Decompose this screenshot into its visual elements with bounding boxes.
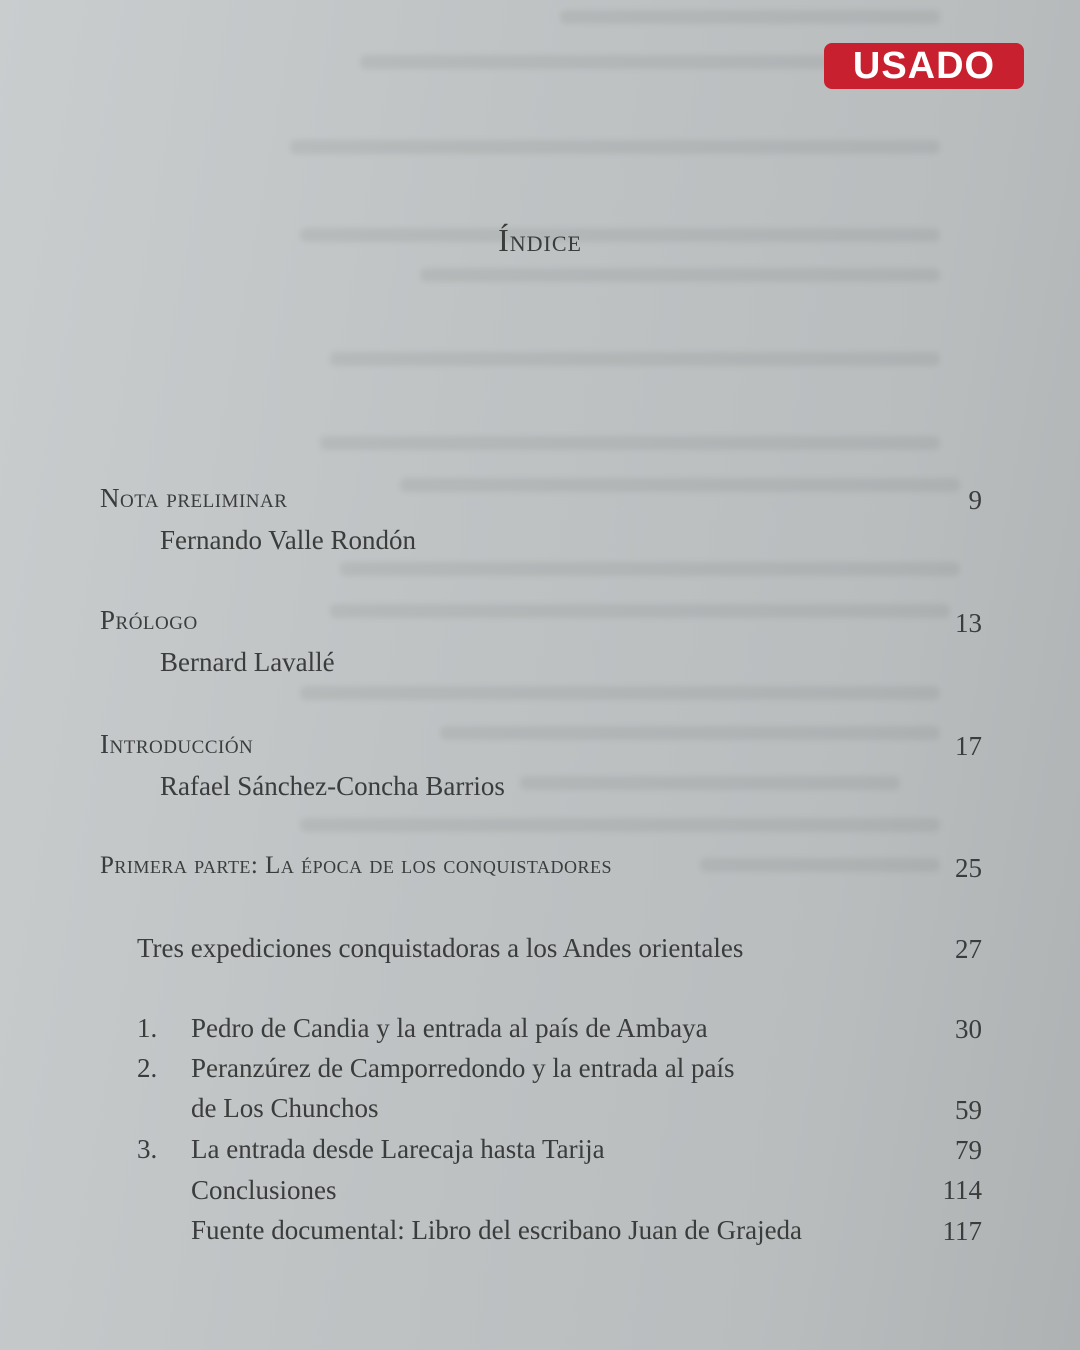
toc-entry-nota-preliminar: Nota preliminar — [100, 483, 288, 513]
page-number: 59 — [955, 1095, 982, 1125]
chapter-number: 2. — [137, 1053, 158, 1083]
page-number: 25 — [955, 853, 982, 883]
chapter-number: 1. — [137, 1013, 158, 1043]
toc-author: Bernard Lavallé — [160, 647, 335, 677]
used-badge: USADO — [824, 43, 1024, 89]
page-title: Índice — [498, 222, 582, 258]
toc-chapter-continued: de Los Chunchos — [191, 1093, 379, 1123]
page-number: 9 — [968, 485, 982, 515]
page-number: 13 — [955, 608, 982, 638]
toc-author: Rafael Sánchez-Concha Barrios — [160, 771, 505, 801]
toc-chapter: La entrada desde Larecaja hasta Tarija — [191, 1134, 605, 1164]
page-number: 17 — [955, 731, 982, 761]
toc-entry-primera-parte: Primera parte: La época de los conquistadores — [100, 852, 612, 879]
toc-chapter: Conclusiones — [191, 1175, 337, 1205]
page-number: 27 — [955, 934, 982, 964]
page-number: 114 — [942, 1175, 982, 1205]
page-number: 117 — [942, 1216, 982, 1246]
toc-chapter: Pedro de Candia y la entrada al país de Ambaya — [191, 1013, 708, 1043]
toc-chapter: Fuente documental: Libro del escribano Juan de Grajeda — [191, 1215, 803, 1245]
chapter-number: 3. — [137, 1134, 158, 1164]
toc-chapter: Peranzúrez de Camporredondo y la entrada al país — [191, 1053, 735, 1083]
page-number: 79 — [955, 1135, 982, 1165]
toc-entry-introduccion: Introducción — [100, 729, 254, 759]
toc-entry-prologo: Prólogo — [100, 605, 198, 635]
toc-entry-tres-expediciones: Tres expediciones conquistadoras a los Andes orientales — [137, 933, 744, 963]
toc-author: Fernando Valle Rondón — [160, 525, 416, 555]
page-number: 30 — [955, 1014, 982, 1044]
